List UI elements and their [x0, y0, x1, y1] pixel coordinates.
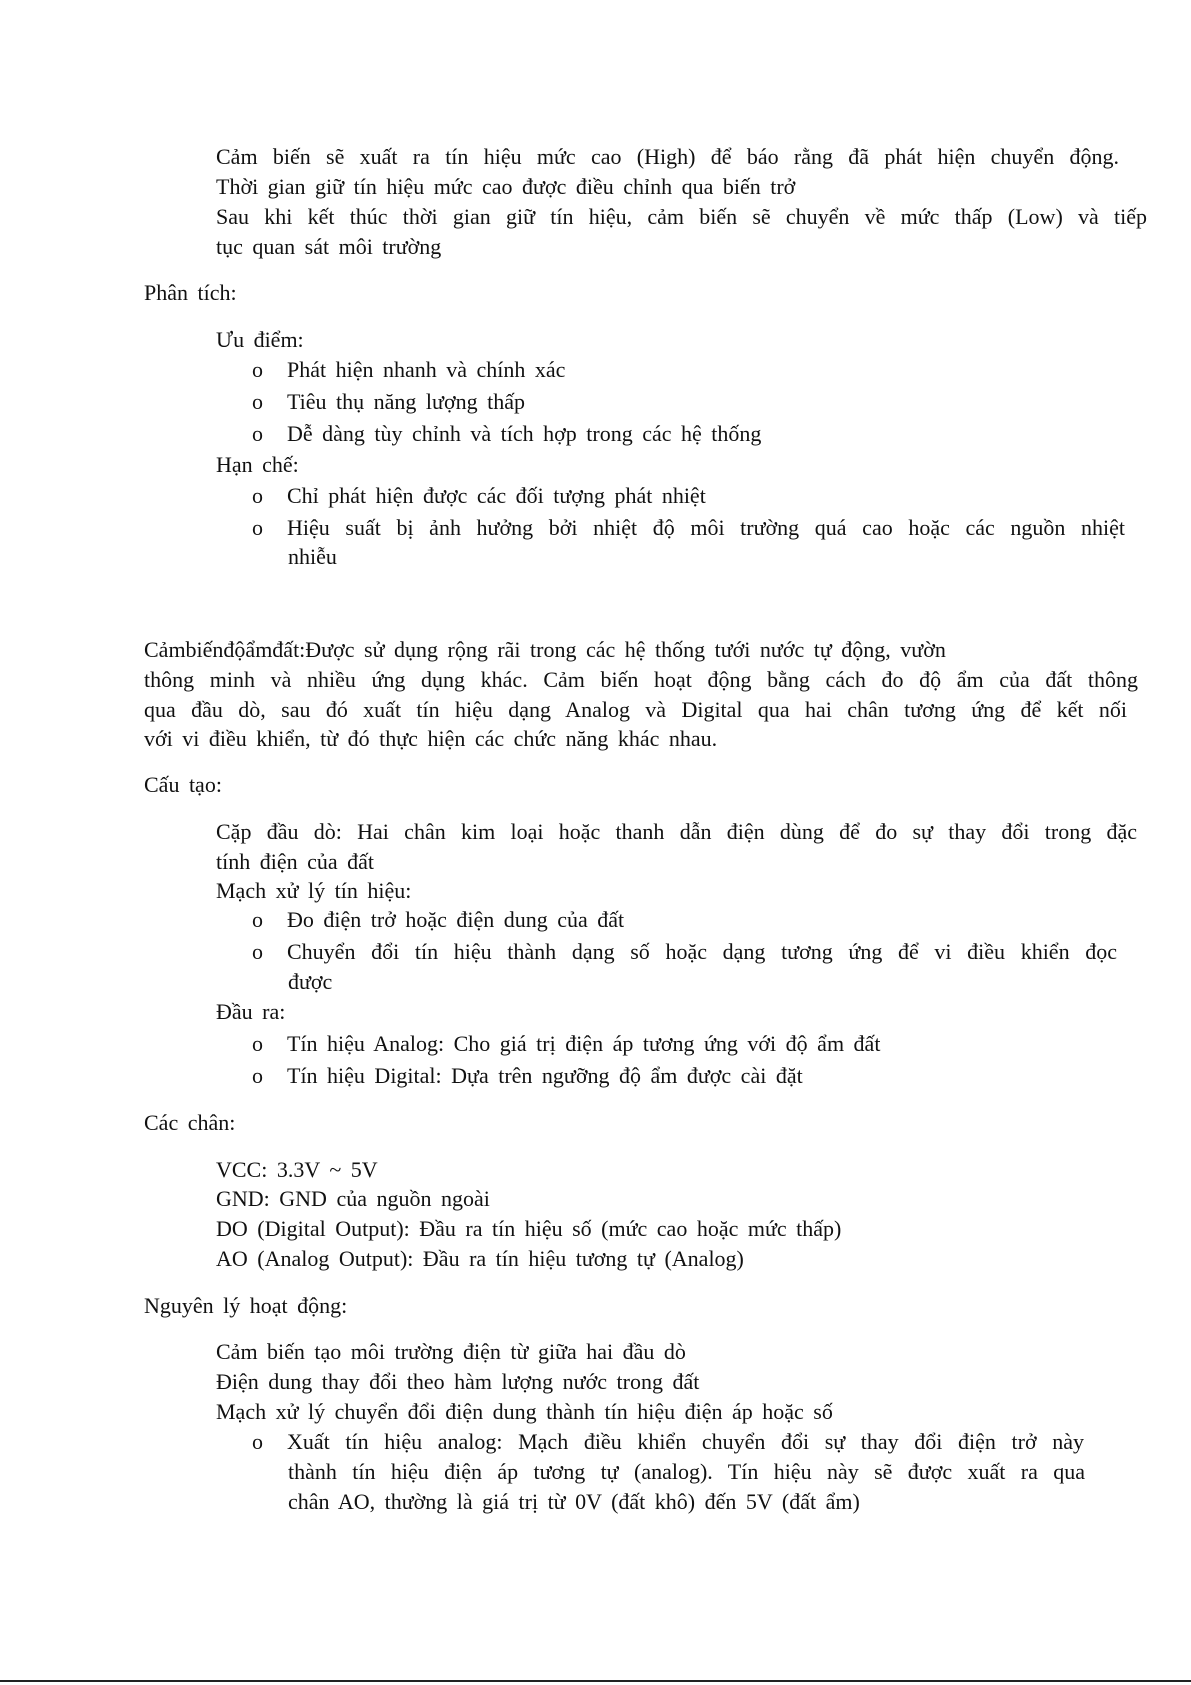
- soil-intro-line: qua đầu dò, sau đó xuất tín hiệu dạng Analog và Digital qua hai chân tương ứng để kết nối: [144, 697, 1127, 722]
- page-bottom-rule: [0, 1680, 1191, 1682]
- pir-behavior-line: Cảm biến sẽ xuất ra tín hiệu mức cao (High) để báo rằng đã phát hiện chuyển động.: [216, 144, 1119, 169]
- sub-bullet-glyph: o: [252, 1031, 263, 1056]
- soil-intro-line: Cảmbiếnđộẩmđất:Được sử dụng rộng rãi trong các hệ thống tưới nước tự động, vườn: [144, 637, 946, 662]
- pin-item: AO (Analog Output): Đầu ra tín hiệu tương tự (Analog): [216, 1246, 744, 1271]
- pros-item: Phát hiện nhanh và chính xác: [287, 357, 566, 382]
- circuit-item: Chuyển đổi tín hiệu thành dạng số hoặc dạng tương ứng để vi điều khiển đọc: [287, 939, 1117, 964]
- output-item: Tín hiệu Analog: Cho giá trị điện áp tương ứng với độ ẩm đất: [287, 1031, 881, 1056]
- cons-item: Hiệu suất bị ảnh hưởng bởi nhiệt độ môi trường quá cao hoặc các nguồn nhiệt: [287, 515, 1125, 540]
- output-item: Tín hiệu Digital: Dựa trên ngưỡng độ ẩm được cài đặt: [287, 1063, 803, 1088]
- section-heading-structure: Cấu tạo:: [144, 772, 222, 797]
- soil-intro-line: với vi điều khiển, từ đó thực hiện các chức năng khác nhau.: [144, 726, 718, 751]
- structure-probe: Cặp đầu dò: Hai chân kim loại hoặc thanh dẫn điện dùng để đo sự thay đổi trong đặc: [216, 819, 1137, 844]
- section-heading-principle: Nguyên lý hoạt động:: [144, 1293, 348, 1318]
- sub-bullet-glyph: o: [252, 907, 263, 932]
- cons-item: nhiễu: [288, 544, 337, 569]
- pir-behavior-line: Sau khi kết thúc thời gian giữ tín hiệu, cảm biến sẽ chuyển về mức thấp (Low) và tiếp: [216, 204, 1147, 229]
- soil-intro-line: thông minh và nhiều ứng dụng khác. Cảm biến hoạt động bằng cách đo độ ẩm của đất thông: [144, 667, 1138, 692]
- output-label: Đầu ra:: [216, 999, 286, 1024]
- principle-item: Mạch xử lý chuyển đổi điện dung thành tín hiệu điện áp hoặc số: [216, 1399, 833, 1424]
- principle-sub: thành tín hiệu điện áp tương tự (analog). Tín hiệu này sẽ được xuất ra qua: [288, 1459, 1085, 1484]
- sub-bullet-glyph: o: [252, 1063, 263, 1088]
- section-heading-analysis: Phân tích:: [144, 280, 237, 305]
- pros-label: Ưu điểm:: [216, 327, 304, 352]
- circuit-item: Đo điện trở hoặc điện dung của đất: [287, 907, 625, 932]
- sub-bullet-glyph: o: [252, 421, 263, 446]
- pir-behavior-line: tục quan sát môi trường: [216, 234, 442, 259]
- sub-bullet-glyph: o: [252, 389, 263, 414]
- circuit-item: được: [288, 969, 333, 994]
- sub-bullet-glyph: o: [252, 483, 263, 508]
- pros-item: Tiêu thụ năng lượng thấp: [287, 389, 525, 414]
- pin-item: VCC: 3.3V ~ 5V: [216, 1157, 378, 1182]
- pin-item: GND: GND của nguồn ngoài: [216, 1186, 490, 1211]
- section-heading-pins: Các chân:: [144, 1110, 236, 1135]
- sub-bullet-glyph: o: [252, 357, 263, 382]
- circuit-label: Mạch xử lý tín hiệu:: [216, 878, 412, 903]
- cons-item: Chỉ phát hiện được các đối tượng phát nhiệt: [287, 483, 706, 508]
- principle-sub: Xuất tín hiệu analog: Mạch điều khiển chuyển đổi sự thay đổi điện trở này: [287, 1429, 1084, 1454]
- pir-behavior-line: Thời gian giữ tín hiệu mức cao được điều chỉnh qua biến trở: [216, 174, 796, 199]
- cons-label: Hạn chế:: [216, 452, 299, 477]
- sub-bullet-glyph: o: [252, 939, 263, 964]
- sub-bullet-glyph: o: [252, 1429, 263, 1454]
- principle-item: Điện dung thay đổi theo hàm lượng nước trong đất: [216, 1369, 700, 1394]
- structure-probe: tính điện của đất: [216, 849, 375, 874]
- pros-item: Dễ dàng tùy chỉnh và tích hợp trong các hệ thống: [287, 421, 762, 446]
- sub-bullet-glyph: o: [252, 515, 263, 540]
- principle-item: Cảm biến tạo môi trường điện từ giữa hai đầu dò: [216, 1339, 686, 1364]
- pin-item: DO (Digital Output): Đầu ra tín hiệu số (mức cao hoặc mức thấp): [216, 1216, 842, 1241]
- principle-sub: chân AO, thường là giá trị từ 0V (đất khô) đến 5V (đất ẩm): [288, 1489, 860, 1514]
